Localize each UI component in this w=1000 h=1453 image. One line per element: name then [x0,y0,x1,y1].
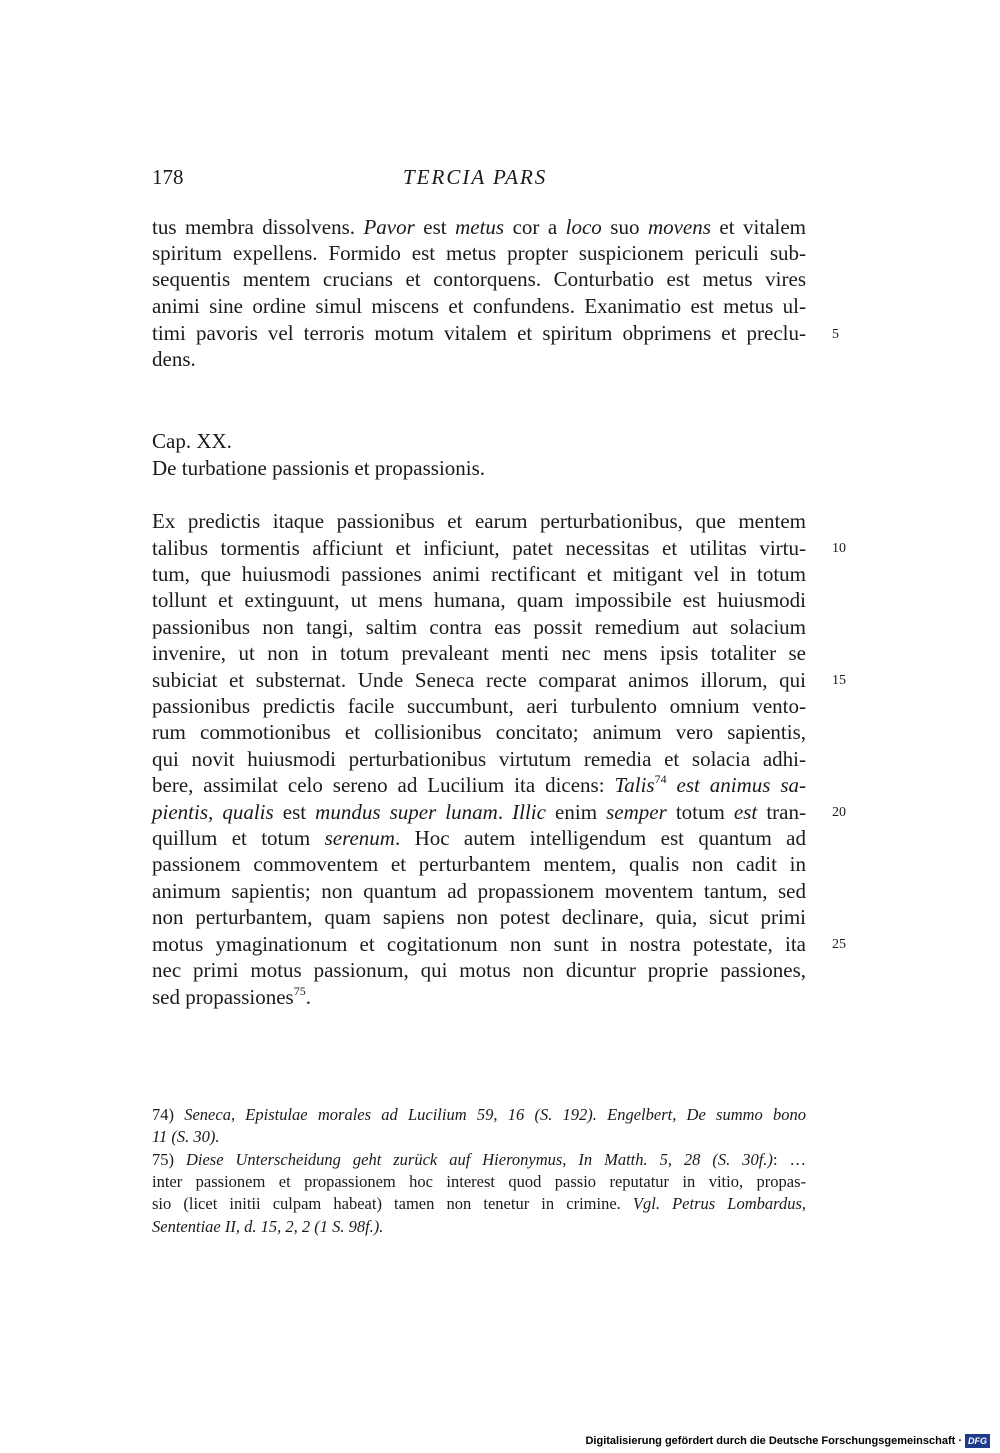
text-line: talibus tormentis afficiunt et inficiunt, patet necessitas et utilitas virtu- [152,536,806,560]
text-line: invenire, ut non in totum prevaleant menti nec mens ipsis totaliter se [152,641,806,665]
footnote-line [152,1216,806,1238]
footnote-line: 74) Seneca, Epistulae morales ad Lucilium 59, 16 (S. 192). Engelbert, De summo bono [152,1105,806,1124]
italic-span: Seneca, Epistulae morales ad Lucilium 59, 16 (S. 192). Engelbert, De summo bono [184,1105,806,1124]
line-number: 5 [832,327,839,342]
text-line: spiritum expellens. Formido est metus propter suspicionem periculi sub- [152,241,806,265]
text-line: animi sine ordine simul miscens et confundens. Exanimatio est metus ul- [152,294,806,318]
credit-text: Digitalisierung gefördert durch die Deutsche Forschungsgemeinschaft · [585,1435,962,1447]
text-line: sequentis mentem crucians et contorquens. Conturbatio est metus vires [152,267,806,291]
italic-span: 11 (S. 30). [152,1127,220,1146]
digitization-credit [585,1433,990,1449]
italic-span: Illic [512,800,546,824]
italic-span: pientis, qualis [152,800,274,824]
dfg-logo: DFG [965,1434,990,1448]
line-number: 15 [832,673,846,688]
chapter-heading: Cap. XX. [152,429,232,453]
footnote-line: inter passionem et propassionem hoc interest quod passio reputatur in vitio, propas- [152,1172,806,1191]
text-line: sed propassiones$^{75}$. [152,984,311,1009]
text-line: quillum et totum serenum. Hoc autem intelligendum est quantum ad [152,826,806,850]
footnote-line: sio (licet initii culpam habeat) tamen non tenetur in crimine. Vgl. Petrus Lombardus, [152,1194,806,1213]
italic-span: serenum [324,826,395,850]
footnote-line [152,1126,806,1148]
text-line: timi pavoris vel terroris motum vitalem et spiritum obprimens et preclu- [152,321,806,345]
italic-span: Diese Unterscheidung geht zurück auf Hieronymus, In Matth. 5, 28 (S. 30f.) [185,1150,773,1169]
text-line: tus membra dissolvens. Pavor est metus cor a loco suo movens et vitalem [152,215,806,239]
italic-span: mundus super lunam [315,800,498,824]
italic-span: metus [455,215,505,239]
footnote-ref: 74 [654,772,667,786]
footnote-ref: 75 [293,984,306,998]
text-line: qui novit huiusmodi perturbationibus virtutum remedia et solacia adhi- [152,747,806,771]
text-line: tum, que huiusmodi passiones animi rectificant et mitigant vel in totum [152,562,806,586]
text-line: animum sapientis; non quantum ad propassionem moventem tantum, sed [152,879,806,903]
page-number: 178 [152,165,184,189]
line-number: 25 [832,937,846,952]
italic-span: Sententiae II, d. 15, 2, 2 (1 S. 98f.). [152,1217,384,1236]
text-line: dens. [152,347,196,371]
italic-span: semper [606,800,667,824]
line-number: 10 [832,541,846,556]
italic-span: movens [647,215,711,239]
text-line: motus ymaginationum et cogitationum non sunt in nostra potestate, ita [152,932,806,956]
text-line: tollunt et extinguunt, ut mens humana, quam impossibile est huiusmodi [152,588,806,612]
text-line: passionibus predictis facile succumbunt, aeri turbulento omnium vento- [152,694,806,718]
text-line: Ex predictis itaque passionibus et earum perturbationibus, que mentem [152,509,806,533]
line-number: 20 [832,805,846,820]
italic-span: Pavor [363,215,415,239]
text-line: bere, assimilat celo sereno ad Lucilium ita dicens: Talis$^{74}$ est animus sa- [152,772,807,797]
text-line: rum commotionibus et collisionibus concitato; animum vero sapientis, [152,720,806,744]
text-line: passionibus non tangi, saltim contra eas possit remedium aut solacium [152,615,806,639]
italic-span: loco [565,215,602,239]
text-line: pientis, qualis est mundus super lunam. Illic enim semper totum est tran- [152,800,806,824]
italic-span: est animus sa- [676,773,807,797]
italic-span: est [733,800,758,824]
footnote-line: 75) Diese Unterscheidung geht zurück auf Hieronymus, In Matth. 5, 28 (S. 30f.): … [152,1150,806,1169]
text-line: non perturbantem, quam sapiens non potest declinare, quia, sicut primi [152,905,806,929]
text-line: nec primi motus passionum, qui motus non dicuntur proprie passiones, [152,958,806,982]
text-line: subiciat et substernat. Unde Seneca recte comparat animos illorum, qui [152,668,806,692]
chapter-title: De turbatione passionis et propassionis. [152,456,486,480]
italic-span: Talis [614,773,655,797]
italic-span: Vgl. Petrus Lombardus, [632,1194,806,1213]
text-line: passionem commoventem et perturbantem mentem, qualis non cadit in [152,852,806,876]
running-title: TERCIA PARS [403,165,548,189]
